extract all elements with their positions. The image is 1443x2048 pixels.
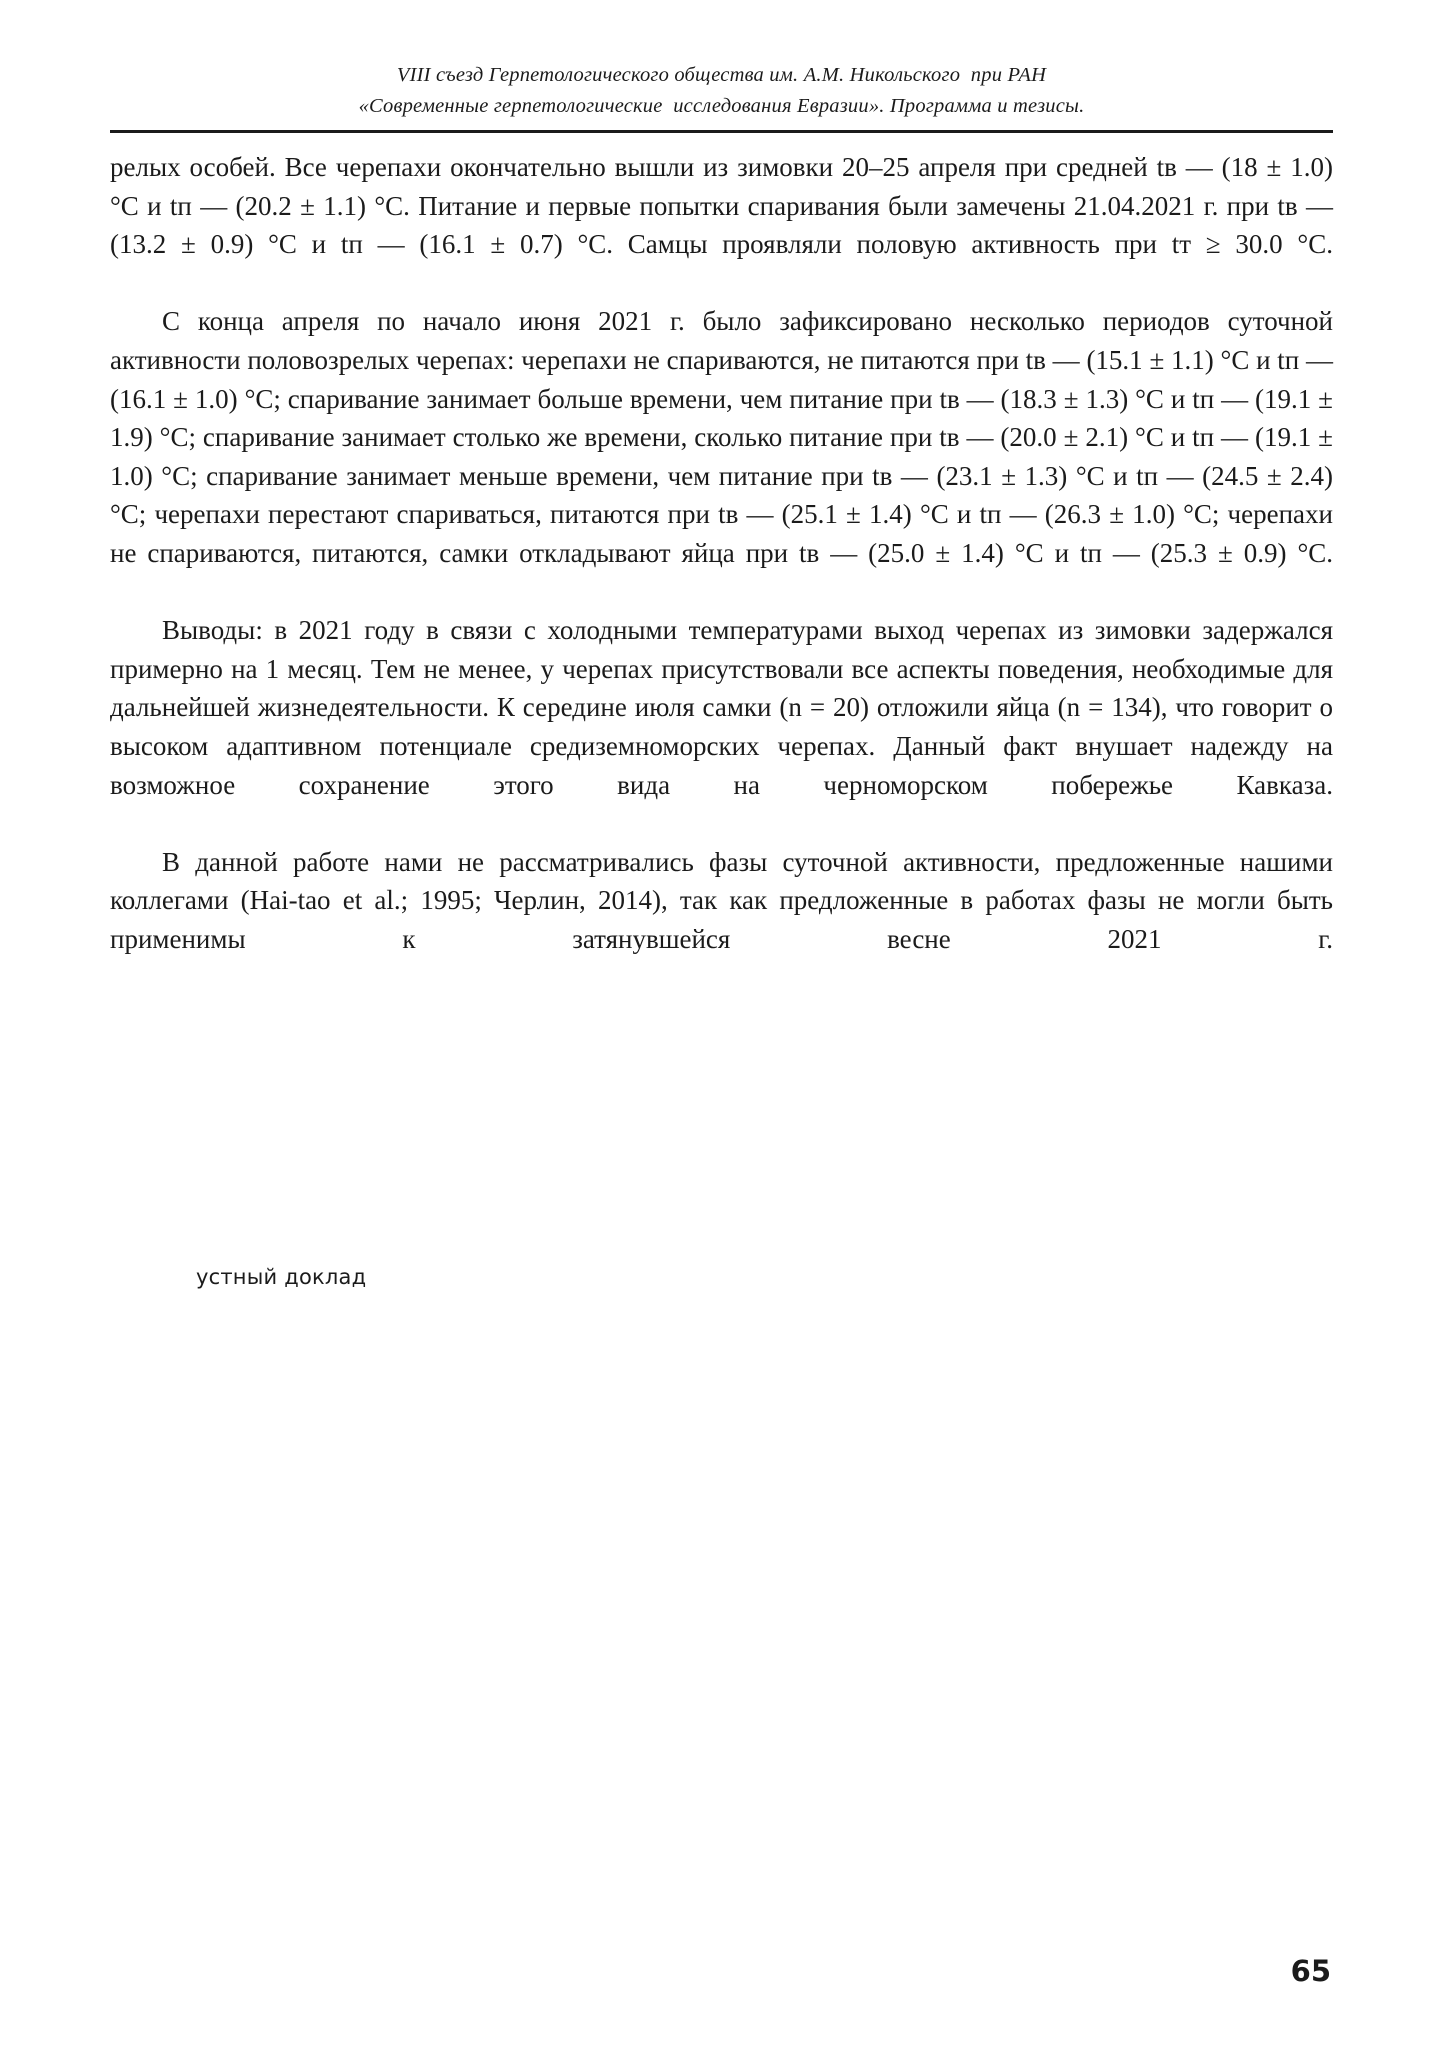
running-head-line-1: VIII съезд Герпетологического общества им. А.М. Никольского при РАН	[396, 64, 1047, 86]
running-head	[150, 60, 1293, 122]
paragraph-phases-note: В данной работе нами не рассматривались фазы суточной активности, предложенные нашими коллегами (Hai-tao et al.; 1995; Черлин, 2014), так как предложенные в работах фазы не могли быть применимы к затянувшейся весне 2021 г.	[110, 846, 1333, 954]
page-number: 65	[1290, 1954, 1331, 1988]
running-head-line-2: «Современные герпетологические исследования Евразии». Программа и тезисы.	[358, 95, 1085, 117]
paragraph-continuation: релых особей. Все черепахи окончательно вышли из зимовки 20–25 апреля при средней tв — (18 ± 1.0) °С и tп — (20.2 ± 1.1) °С. Питание и первые попытки спаривания были замечены 21.04.2021 г. при tв — (13.2 ± 0.9) °С и tп — (16.1 ± 0.7) °С. Самцы проявляли половую активность при tт ≥ 30.0 °С.	[110, 152, 1333, 260]
paragraph-conclusions: Выводы: в 2021 году в связи с холодными температурами выход черепах из зимовки задержался примерно на 1 месяц. Тем не менее, у черепах присутствовали все аспекты поведения, необходимые для дальнейшей жизнедеятельности. К середине июля самки (n = 20) отложили яйца (n = 134), что говорит о высоком адаптивном потенциале средиземноморских черепах. Данный факт внушает надежду на возможное сохранение этого вида на черноморском побережье Кавказа.	[110, 615, 1333, 800]
presentation-type-note: устный доклад	[196, 1265, 367, 1289]
paragraph-activity-periods: С конца апреля по начало июня 2021 г. было зафиксировано несколько периодов суточной активности половозрелых черепах: черепахи не спариваются, не питаются при tв — (15.1 ± 1.1) °С и tп — (16.1 ± 1.0) °С; спаривание занимает больше времени, чем питание при tв — (18.3 ± 1.3) °С и tп — (19.1 ± 1.9) °С; спаривание занимает столько же времени, сколько питание при tв — (20.0 ± 2.1) °С и tп — (19.1 ± 1.0) °С; спаривание занимает меньше времени, чем питание при tв — (23.1 ± 1.3) °С и tп — (24.5 ± 2.4) °С; черепахи перестают спариваться, питаются при tв — (25.1 ± 1.4) °С и tп — (26.3 ± 1.0) °С; черепахи не спариваются, питаются, самки откладывают яйца при tв — (25.0 ± 1.4) °С и tп — (25.3 ± 0.9) °С.	[110, 306, 1333, 568]
header-divider-rule	[110, 130, 1333, 133]
body-text-column	[110, 148, 1333, 997]
